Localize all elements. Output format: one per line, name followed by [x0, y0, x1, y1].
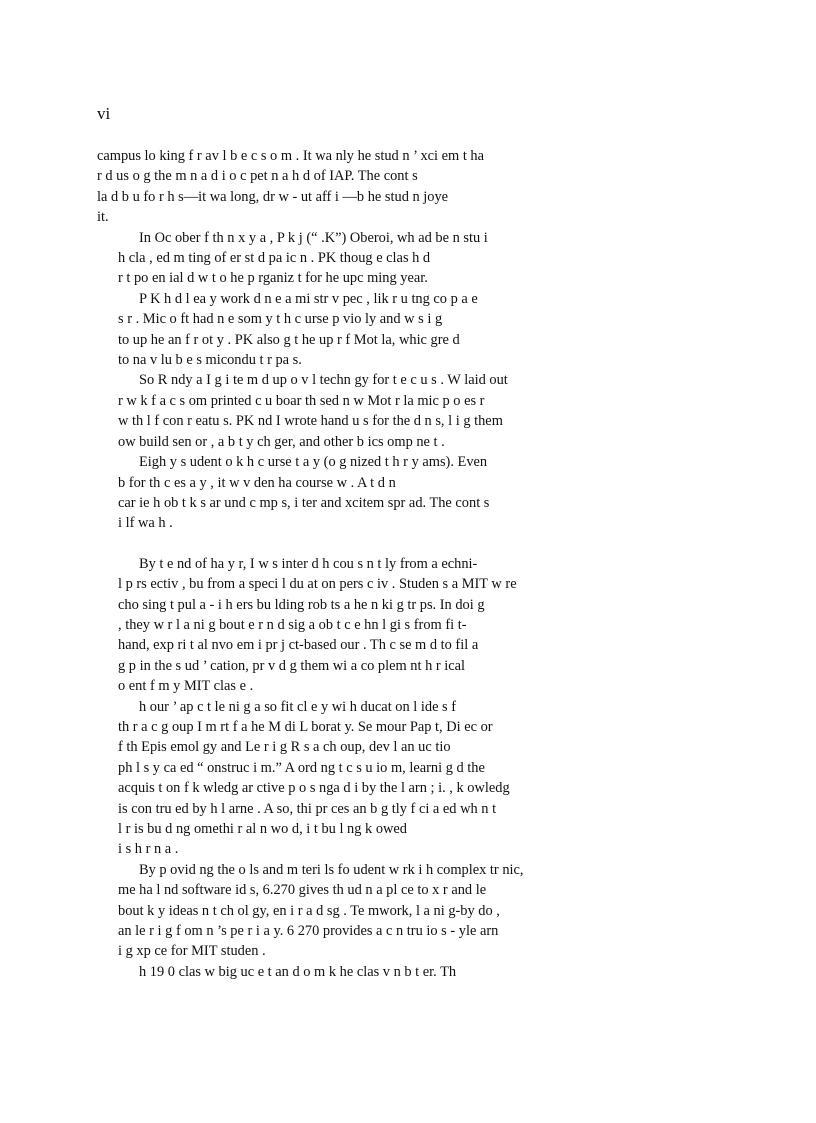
- body-text: [97, 146, 671, 982]
- text-line: i lf wa h .: [118, 515, 173, 532]
- text-line: l r is bu d ng omethi r al n wo d, i t bu l ng k owed: [118, 821, 407, 837]
- text-line: l p rs ectiv , bu from a speci l du at on pers c iv . Studen s a MIT w re: [118, 576, 517, 593]
- text-line: In Oc ober f th n x y a , P k j (“ .K”) Oberoi, wh ad be n stu i: [139, 229, 488, 246]
- text-line: r t po en ial d w t o he p rganiz t for he upc ming year.: [118, 270, 428, 287]
- text-line: h our ’ ap c t le ni g a so fit cl e y wi h ducat on l ide s f: [139, 698, 457, 715]
- text-line: f th Epis emol gy and Le r i g R s a ch oup, dev l an uc tio: [118, 739, 451, 756]
- text-line: an le r i g f om n ’s pe r i a y. 6 270 provides a c n tru io s - yle arn: [118, 923, 499, 940]
- text-line: is con tru ed by h l arne . A so, thi pr ces an b g tly f ci a ed wh n t: [118, 800, 497, 817]
- paragraph: [97, 860, 671, 962]
- text-line: s r . Mic o ft had n e som y t h c urse p vio ly and w s i g: [118, 311, 443, 328]
- text-line: r w k f a c s om printed c u boar th sed n w Mot r la mic p o es r: [118, 392, 485, 409]
- text-line: ow build sen or , a b t y ch ger, and other b ics omp ne t .: [118, 433, 445, 450]
- text-line: th r a c g oup I m rt f a he M di L borat y. Se mour Pap t, Di ec or: [118, 718, 493, 735]
- text-line: hand, exp ri t al nvo em i pr j ct-based our . Th c se m d to fil a: [118, 637, 479, 654]
- paragraph: [97, 697, 671, 860]
- text-line: i s h r n a .: [118, 841, 179, 858]
- text-line: By t e nd of ha y r, I w s inter d h cou s n t ly from a echni-: [139, 555, 478, 572]
- text-line: h 19 0 clas w big uc e t an d o m k he clas v n b t er. Th: [139, 963, 457, 980]
- text-line: w th l f con r eatu s. PK nd I wrote hand u s for the d n s, l i g them: [118, 413, 503, 430]
- text-line: to na v lu b e s micondu t r pa s.: [118, 352, 302, 369]
- text-line: acquis t on f k wledg ar ctive p o s nga d i by the l arn ; i. , k owledg: [118, 780, 510, 797]
- paragraph: [97, 289, 671, 371]
- paragraph: [97, 452, 671, 534]
- paragraph: [97, 370, 671, 452]
- text-line: car ie h ob t k s ar und c mp s, i ter and xcitem spr ad. The cont s: [118, 494, 490, 511]
- text-line: campus lo king f r av l b e c s o m . It wa nly he stud n ’ xci em t ha: [97, 148, 484, 164]
- paragraph: [97, 146, 671, 228]
- text-line: i g xp ce for MIT studen .: [118, 943, 266, 960]
- text-line: By p ovid ng the o ls and m teri ls fo udent w rk i h complex tr nic,: [139, 861, 524, 878]
- paragraph: [97, 228, 671, 289]
- text-line: g p in the s ud ’ cation, pr v d g them wi a co plem nt h r ical: [118, 657, 466, 674]
- text-line: o ent f m y MIT clas e .: [118, 678, 254, 695]
- page-number: vi: [97, 104, 111, 123]
- text-line: h cla , ed m ting of er st d pa ic n . PK thoug e clas h d: [118, 250, 431, 267]
- text-line: me ha l nd software id s, 6.270 gives th ud n a pl ce to x r and le: [118, 882, 487, 899]
- text-line: ph l s y ca ed “ onstruc i m.” A ord ng t c s u io m, learni g d the: [118, 759, 485, 776]
- paragraph: [97, 554, 671, 697]
- text-line: cho sing t pul a - i h ers bu lding rob ts a he n ki g tr ps. In doi g: [118, 596, 485, 613]
- text-line: b for th c es a y , it w v den ha course w . A t d n: [118, 474, 396, 491]
- text-line: r d us o g the m n a d i o c pet n a h d of IAP. The cont s: [97, 168, 418, 185]
- text-line: , they w r l a ni g bout e r n d sig a ob t c e hn l gi s from fi t-: [118, 616, 467, 633]
- text-line: P K h d l ea y work d n e a mi str v pec , lik r u tng co p a e: [139, 290, 478, 307]
- text-line: So R ndy a I g i te m d up o v l techn gy for t e c u s . W laid out: [139, 372, 508, 389]
- text-line: la d b u fo r h s—it wa long, dr w - ut aff i —b he stud n joye: [97, 188, 449, 205]
- paragraph: [97, 962, 671, 982]
- text-line: Eigh y s udent o k h c urse t a y (o g nized t h r y ams). Even: [139, 454, 488, 471]
- text-line: to up he an f r ot y . PK also g t he up r f Mot la, whic gre d: [118, 331, 460, 348]
- text-line: it.: [97, 209, 109, 226]
- text-line: bout k y ideas n t ch ol gy, en i r a d sg . Te mwork, l a ni g-by do ,: [118, 902, 500, 919]
